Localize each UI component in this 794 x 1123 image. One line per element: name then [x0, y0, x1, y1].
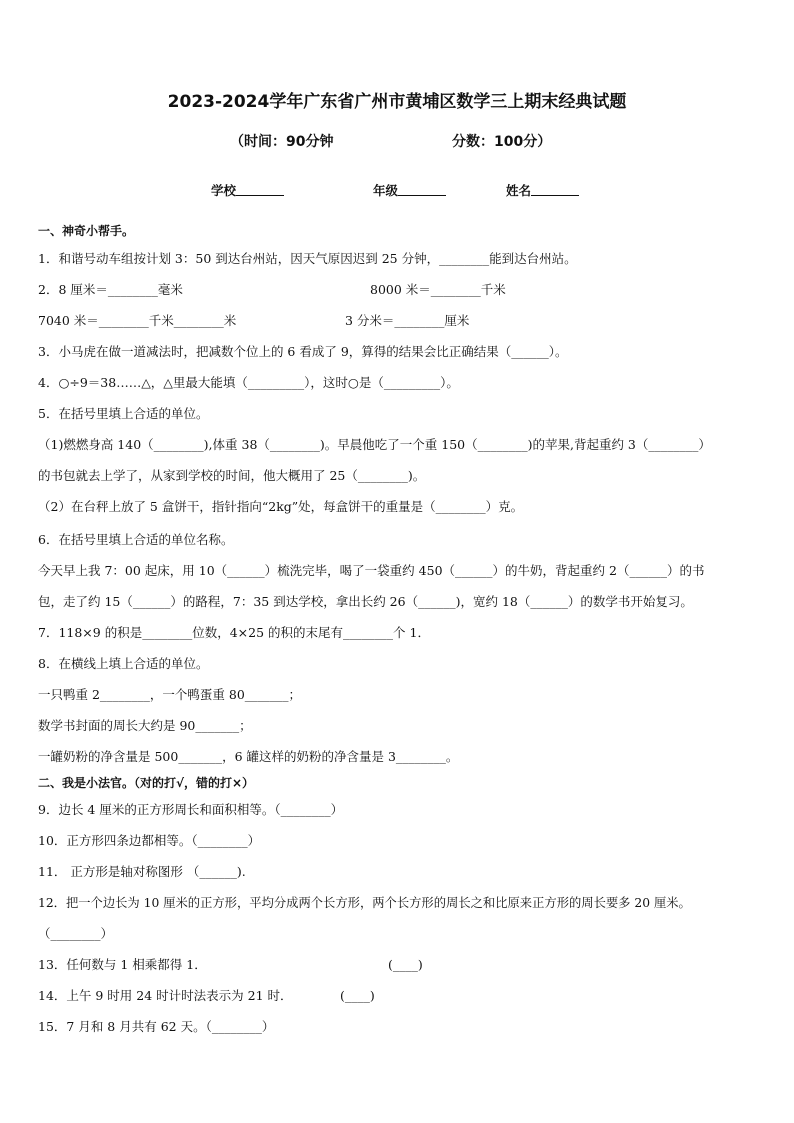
question-15: 15．7 月和 8 月共有 62 天。（________）: [38, 1019, 275, 1034]
question-6: 6．在括号里填上合适的单位名称。: [38, 532, 234, 547]
question-11: 11． 正方形是轴对称图形 （______).: [38, 864, 246, 879]
time-label: （时间：90分钟: [230, 134, 334, 150]
question-4: 4．○÷9＝38……△，△里最大能填（_________），这时○是（_________）。: [38, 375, 459, 390]
grade-blank[interactable]: [398, 183, 446, 196]
page-title: 2023-2024学年广东省广州市黄埔区数学三上期末经典试题: [167, 92, 627, 112]
question-8-line1: 一只鸭重 2________，一个鸭蛋重 80_______；: [38, 687, 302, 702]
section-1-heading: 一、神奇小帮手。: [38, 224, 135, 238]
question-12: 12．把一个边长为 10 厘米的正方形，平均分成两个长方形，两个长方形的周长之和比原来正方形的周长要多 20 厘米。: [38, 896, 691, 910]
section-2-heading: 二、我是小法官。（对的打√，错的打×）: [38, 776, 255, 790]
grade-field: [373, 181, 446, 199]
question-9: 9．边长 4 厘米的正方形周长和面积相等。（________）: [38, 802, 344, 817]
question-14: 14．上午 9 时用 24 时计时法表示为 21 时．: [38, 988, 293, 1003]
question-3: 3．小马虎在做一道减法时，把减数个位上的 6 看成了 9，算得的结果会比正确结果（______）。: [38, 344, 568, 359]
question-2b: 8000 米＝________千米: [370, 282, 506, 297]
grade-label: 年级: [373, 183, 399, 198]
question-6-line2: 包，走了约 15（______）的路程，7：35 到达学校，拿出长约 26（______)，宽约 18（______）的数学书开始复习。: [38, 594, 693, 609]
question-8-line2: 数学书封面的周长大约是 90_______；: [38, 718, 252, 733]
name-label: 姓名: [506, 183, 532, 198]
question-14-answer: (____): [340, 988, 375, 1003]
question-5-part1-cont: 的书包就去上学了，从家到学校的时间，他大概用了 25（________)。: [38, 468, 426, 483]
question-2d: 3 分米＝________厘米: [345, 313, 470, 328]
question-5: 5．在括号里填上合适的单位。: [38, 406, 209, 421]
question-2c: 7040 米＝________千米________米: [38, 313, 237, 328]
question-8: 8．在横线上填上合适的单位。: [38, 656, 209, 671]
question-8-line3: 一罐奶粉的净含量是 500_______，6 罐这样的奶粉的净含量是 3________。: [38, 749, 459, 764]
school-blank[interactable]: [236, 183, 284, 196]
question-5-part1: （1)燃燃身高 140（________),体重 38（________)。早晨他吃了一个重 150（________)的苹果,背起重约 3（________）: [38, 437, 711, 452]
question-7: 7．118×9 的积是________位数，4×25 的积的末尾有________个 1．: [38, 625, 430, 640]
question-10: 10．正方形四条边都相等。（________）: [38, 833, 261, 848]
school-field: [211, 181, 284, 199]
question-6-line1: 今天早上我 7：00 起床，用 10（______）梳洗完毕，喝了一袋重约 450（______）的牛奶，背起重约 2（______）的书: [38, 563, 705, 578]
name-field: [506, 181, 579, 199]
school-label: 学校: [211, 183, 237, 198]
question-2a: 2．8 厘米＝________毫米: [38, 282, 183, 297]
question-1: 1．和谐号动车组按计划 3：50 到达台州站，因天气原因迟到 25 分钟，________能到达台州站。: [38, 251, 577, 266]
question-5-part2: （2）在台秤上放了 5 盒饼干，指针指向“2kg”处，每盒饼干的重量是（________）克。: [38, 499, 524, 514]
question-13: 13．任何数与 1 相乘都得 1．: [38, 957, 207, 972]
score-label: 分数：100分）: [452, 134, 552, 150]
question-13-answer: (____): [388, 957, 423, 972]
name-blank[interactable]: [531, 183, 579, 196]
question-12-answer: （________）: [38, 926, 114, 941]
